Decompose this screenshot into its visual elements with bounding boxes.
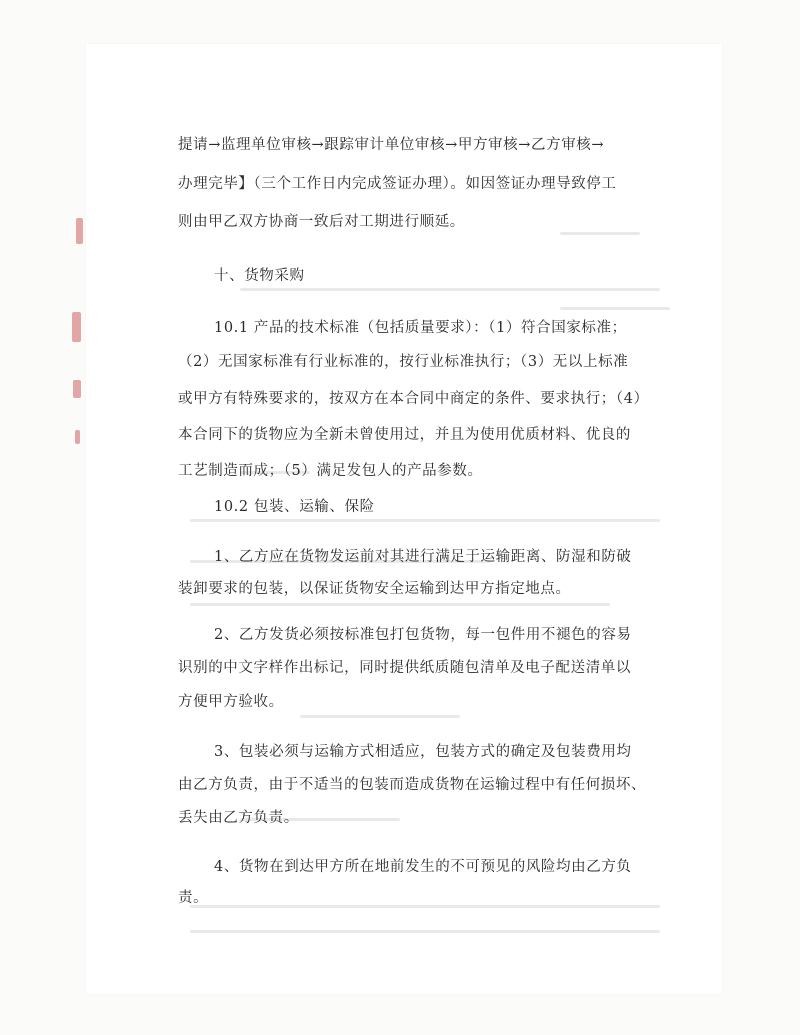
- text-line: 4、货物在到达甲方所在地前发生的不可预见的风险均由乙方负: [214, 859, 632, 875]
- text-line: 工艺制造而成；（5）满足发包人的产品参数。: [178, 463, 483, 479]
- text-line: 则由甲乙双方协商一致后对工期进行顺延。: [178, 214, 465, 230]
- text-line: 1、乙方应在货物发运前对其进行满足于运输距离、防湿和防破: [214, 549, 632, 565]
- text-line: 3、包装必须与运输方式相适应，包装方式的确定及包装费用均: [214, 744, 632, 760]
- text-line: 识别的中文字样作出标记，同时提供纸质随包清单及电子配送清单以: [178, 660, 631, 676]
- text-line: （2）无国家标准有行业标准的，按行业标准执行；（3）无以上标准: [178, 354, 629, 370]
- text-line: 2、乙方发货必须按标准包打包货物，每一包件用不褪色的容易: [214, 627, 632, 643]
- text-line: 10.1 产品的技术标准（包括质量要求）：（1）符合国家标准；: [214, 320, 627, 336]
- text-line: 本合同下的货物应为全新未曾使用过，并且为使用优质材料、优良的: [178, 427, 631, 443]
- text-line: 由乙方负责，由于不适当的包装而造成货物在运输过程中有任何损坏、: [178, 777, 647, 793]
- text-line: 或甲方有特殊要求的，按双方在本合同中商定的条件、要求执行；（4）: [178, 391, 649, 407]
- text-line: 责。: [178, 890, 209, 906]
- text-line: 办理完毕】（三个工作日内完成签证办理）。如因签证办理导致停工: [178, 176, 617, 192]
- text-line: 丢失由乙方负责。: [178, 810, 299, 826]
- section-heading: 十、货物采购: [214, 268, 305, 284]
- subsection-heading: 10.2 包装、运输、保险: [214, 499, 375, 515]
- text-line: 方便甲方验收。: [178, 694, 284, 710]
- text-line: 装卸要求的包装，以保证货物安全运输到达甲方指定地点。: [178, 581, 571, 597]
- text-line: 提请→监理单位审核→跟踪审计单位审核→甲方审核→乙方审核→: [178, 137, 605, 153]
